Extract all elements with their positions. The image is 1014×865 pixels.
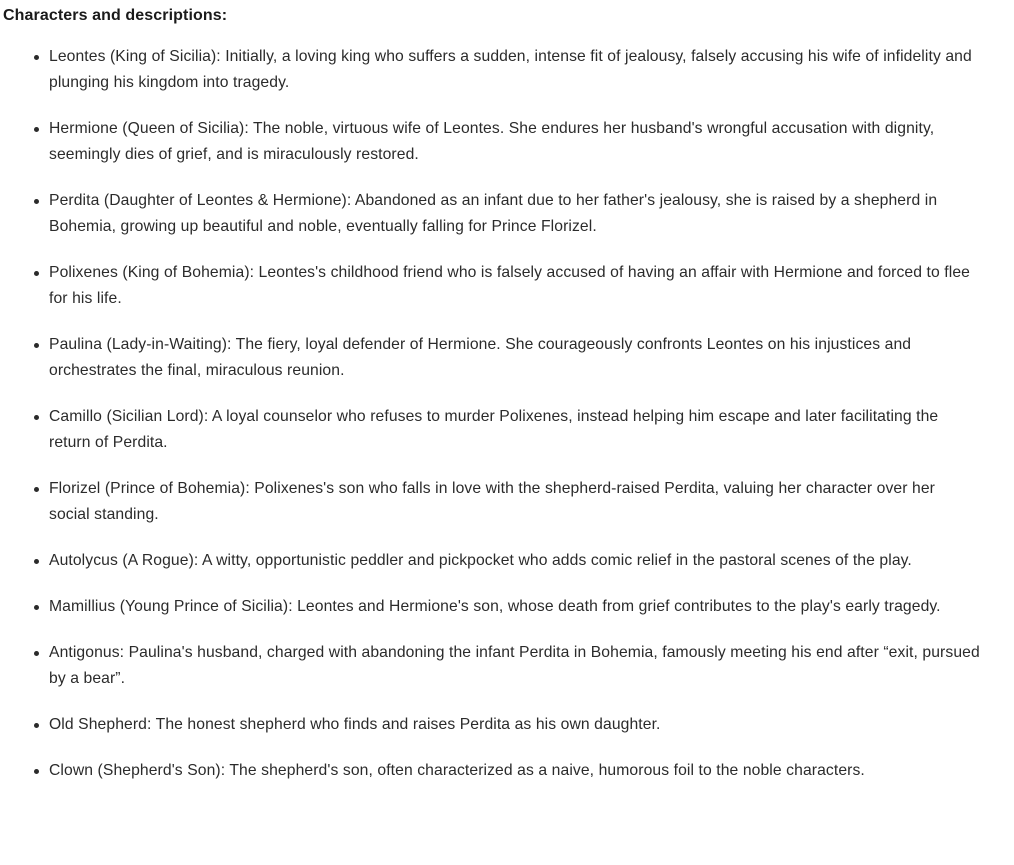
list-item-text: Autolycus (A Rogue): A witty, opportunistic peddler and pickpocket who adds comic relief in the pastoral scenes of the play.	[49, 552, 912, 569]
bullet-icon	[34, 559, 39, 564]
list-item-florizel	[49, 476, 980, 528]
list-item-text: Camillo (Sicilian Lord): A loyal counselor who refuses to murder Polixenes, instead helping him escape and later facilitating the return of Perdita.	[49, 408, 939, 451]
list-item-text: Antigonus: Paulina's husband, charged with abandoning the infant Perdita in Bohemia, famously meeting his end after “exit, pursued by a bear”.	[49, 644, 980, 687]
list-item-autolycus	[49, 548, 980, 574]
character-list	[3, 44, 998, 784]
bullet-icon	[34, 343, 39, 348]
list-item-hermione	[49, 116, 980, 168]
list-item-camillo	[49, 404, 980, 456]
list-item-clown	[49, 758, 980, 784]
list-item-text: Clown (Shepherd's Son): The shepherd's son, often characterized as a naive, humorous foil to the noble characters.	[49, 762, 865, 779]
bullet-icon	[34, 415, 39, 420]
page-title: Characters and descriptions:	[3, 7, 228, 24]
list-item-old-shepherd	[49, 712, 980, 738]
bullet-icon	[34, 271, 39, 276]
list-item-text: Old Shepherd: The honest shepherd who finds and raises Perdita as his own daughter.	[49, 716, 661, 733]
bullet-icon	[34, 723, 39, 728]
list-item-text: Paulina (Lady-in-Waiting): The fiery, loyal defender of Hermione. She courageously confronts Leontes on his injustices and orchestrates the final, miraculous reunion.	[49, 336, 912, 379]
list-item-leontes	[49, 44, 980, 96]
list-item-text: Hermione (Queen of Sicilia): The noble, virtuous wife of Leontes. She endures her husband's wrongful accusation with dignity, seemingly dies of grief, and is miraculously restored.	[49, 120, 935, 163]
list-item-polixenes	[49, 260, 980, 312]
bullet-icon	[34, 605, 39, 610]
bullet-icon	[34, 55, 39, 60]
list-item-antigonus	[49, 640, 980, 692]
bullet-icon	[34, 127, 39, 132]
list-item-text: Florizel (Prince of Bohemia): Polixenes's son who falls in love with the shepherd-raised Perdita, valuing her character over her social standing.	[49, 480, 935, 523]
bullet-icon	[34, 769, 39, 774]
bullet-icon	[34, 199, 39, 204]
bullet-icon	[34, 487, 39, 492]
list-item-text: Mamillius (Young Prince of Sicilia): Leontes and Hermione's son, whose death from grief contributes to the play's early tragedy.	[49, 598, 941, 615]
list-item-perdita	[49, 188, 980, 240]
list-item-text: Perdita (Daughter of Leontes & Hermione): Abandoned as an infant due to her father's jealousy, she is raised by a shepherd in Bohemia, growing up beautiful and noble, eventually falling for Prince Florizel.	[49, 192, 938, 235]
list-item-paulina	[49, 332, 980, 384]
bullet-icon	[34, 651, 39, 656]
list-item-text: Polixenes (King of Bohemia): Leontes's childhood friend who is falsely accused of having an affair with Hermione and forced to flee for his life.	[49, 264, 970, 307]
list-item-text: Leontes (King of Sicilia): Initially, a loving king who suffers a sudden, intense fit of jealousy, falsely accusing his wife of infidelity and plunging his kingdom into tragedy.	[49, 48, 972, 91]
list-item-mamillius	[49, 594, 980, 620]
